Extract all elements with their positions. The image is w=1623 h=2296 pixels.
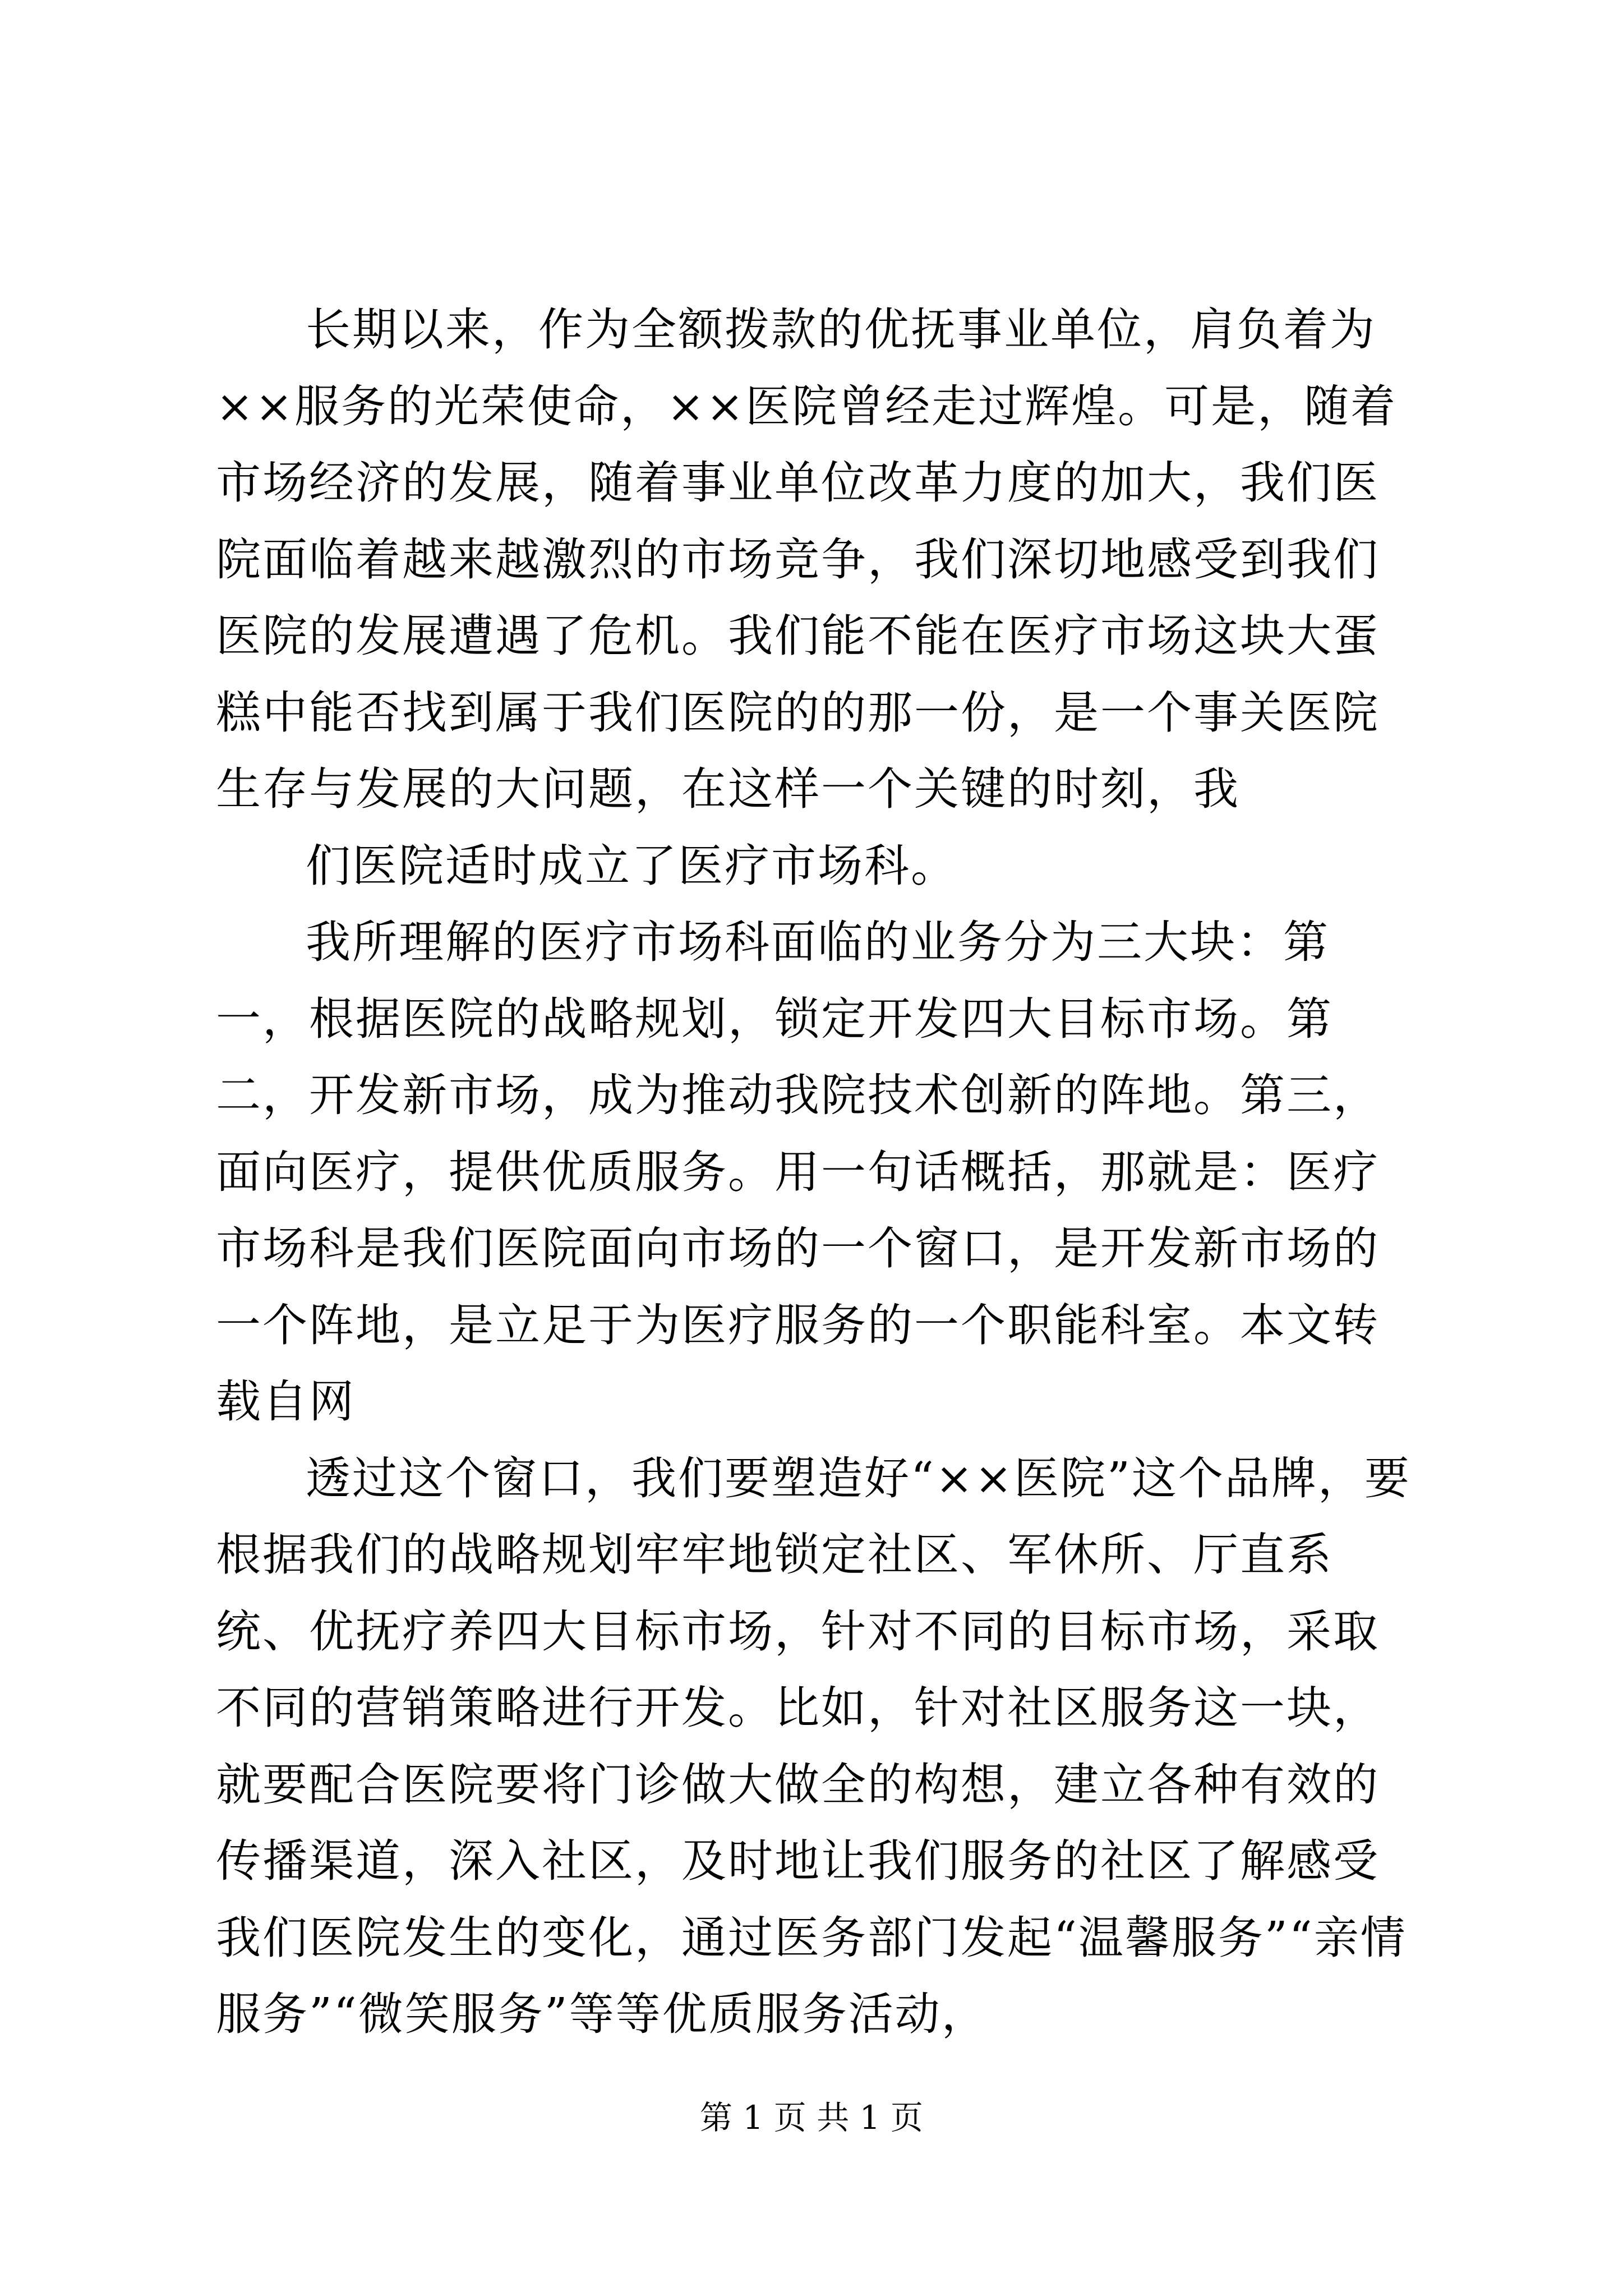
document-body (216, 292, 1413, 2053)
paragraph-2: 们医院适时成立了医疗市场科。 (306, 839, 957, 892)
page-number-label: 第 1 页 共 1 页 (700, 2099, 923, 2137)
page-footer (0, 2098, 1623, 2137)
paragraph-3: 我所理解的医疗市场科面临的业务分为三大块：第一，根据医院的战略规划，锁定开发四大目标市场。第二，开发新市场，成为推动我院技术创新的阵地。第三，面向医疗，提供优质服务。用一句话概括，那就是：医疗市场科是我们医院面向市场的一个窗口，是开发新市场的一个阵地，是立足于为医疗服务的一个职能科室。本文转载自网 (216, 916, 1380, 1428)
paragraph-1: 长期以来，作为全额拨款的优抚事业单位，肩负着为××服务的光荣使命，××医院曾经走过辉煌。可是，随着市场经济的发展，随着事业单位改革力度的加大，我们医院面临着越来越激烈的市场竞争，我们深切地感受到我们医院的发展遭遇了危机。我们能不能在医疗市场这块大蛋糕中能否找到属于我们医院的的那一份，是一个事关医院生存与发展的大问题，在这样一个关键的时刻，我 (216, 303, 1398, 815)
paragraph-4: 透过这个窗口，我们要塑造好“××医院”这个品牌，要根据我们的战略规划牢牢地锁定社区、军休所、厅直系统、优抚疗养四大目标市场，针对不同的目标市场，采取不同的营销策略进行开发。比如，针对社区服务这一块，就要配合医院要将门诊做大做全的构想，建立各种有效的传播渠道，深入社区，及时地让我们服务的社区了解感受我们医院发生的变化，通过医务部门发起“温馨服务”“亲情服务”“微笑服务”等等优质服务活动， (216, 1452, 1411, 2040)
